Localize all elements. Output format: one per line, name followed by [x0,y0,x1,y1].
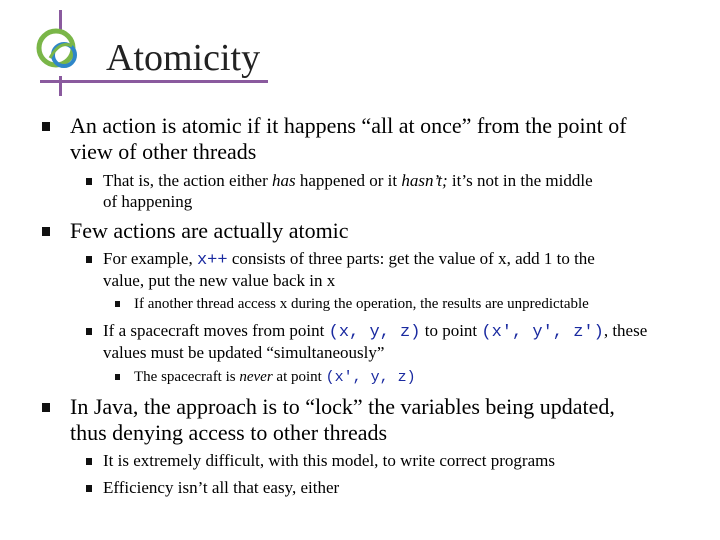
bullet-1-line-2: view of other threads [70,139,257,164]
slide-title: Atomicity [106,37,261,79]
logo-icon [30,10,92,96]
bullet-marker [42,227,50,236]
sub-bullet-marker [86,178,92,185]
sub-bullet-marker [86,256,92,263]
title-underline [40,80,268,83]
bullet-3-sub-1: It is extremely difficult, with this model, to write correct programs [103,451,555,470]
bullet-marker [42,122,50,131]
bullet-3-line-1: In Java, the approach is to “lock” the variables being updated, [70,394,615,419]
bullet-3-line-2: thus denying access to other threads [70,420,388,445]
bullet-1-line-1: An action is atomic if it happens “all at once” from the point of [70,113,627,138]
subsub-bullet-marker [115,374,120,380]
bullet-2-sub-2-line-2: values must be updated “simultaneously” [103,343,385,362]
bullet-marker [42,403,50,412]
bullet-2-sub-1-line-2: value, put the new value back in x [103,271,336,290]
bullet-2-text: Few actions are actually atomic [70,218,349,243]
bullet-2-sub-1-line-1: For example, x++ consists of three parts: get the value of x, add 1 to the [103,249,595,270]
sub-bullet-marker [86,485,92,492]
sub-bullet-marker [86,458,92,465]
bullet-2-sub-1-subsub: If another thread access x during the operation, the results are unpredictable [134,296,589,312]
subsub-bullet-marker [115,301,120,307]
bullet-2-sub-2-subsub: The spacecraft is never at point (x', y, z) [134,369,416,386]
bullet-1-sub-1-line-2: of happening [103,192,193,211]
bullet-1-sub-1-line-1: That is, the action either has happened or it hasn’t; it’s not in the middle [103,171,593,190]
bullet-2-sub-2-line-1: If a spacecraft moves from point (x, y, z) to point (x', y', z'), these [103,321,648,342]
sub-bullet-marker [86,328,92,335]
bullet-3-sub-2: Efficiency isn’t all that easy, either [103,478,340,497]
